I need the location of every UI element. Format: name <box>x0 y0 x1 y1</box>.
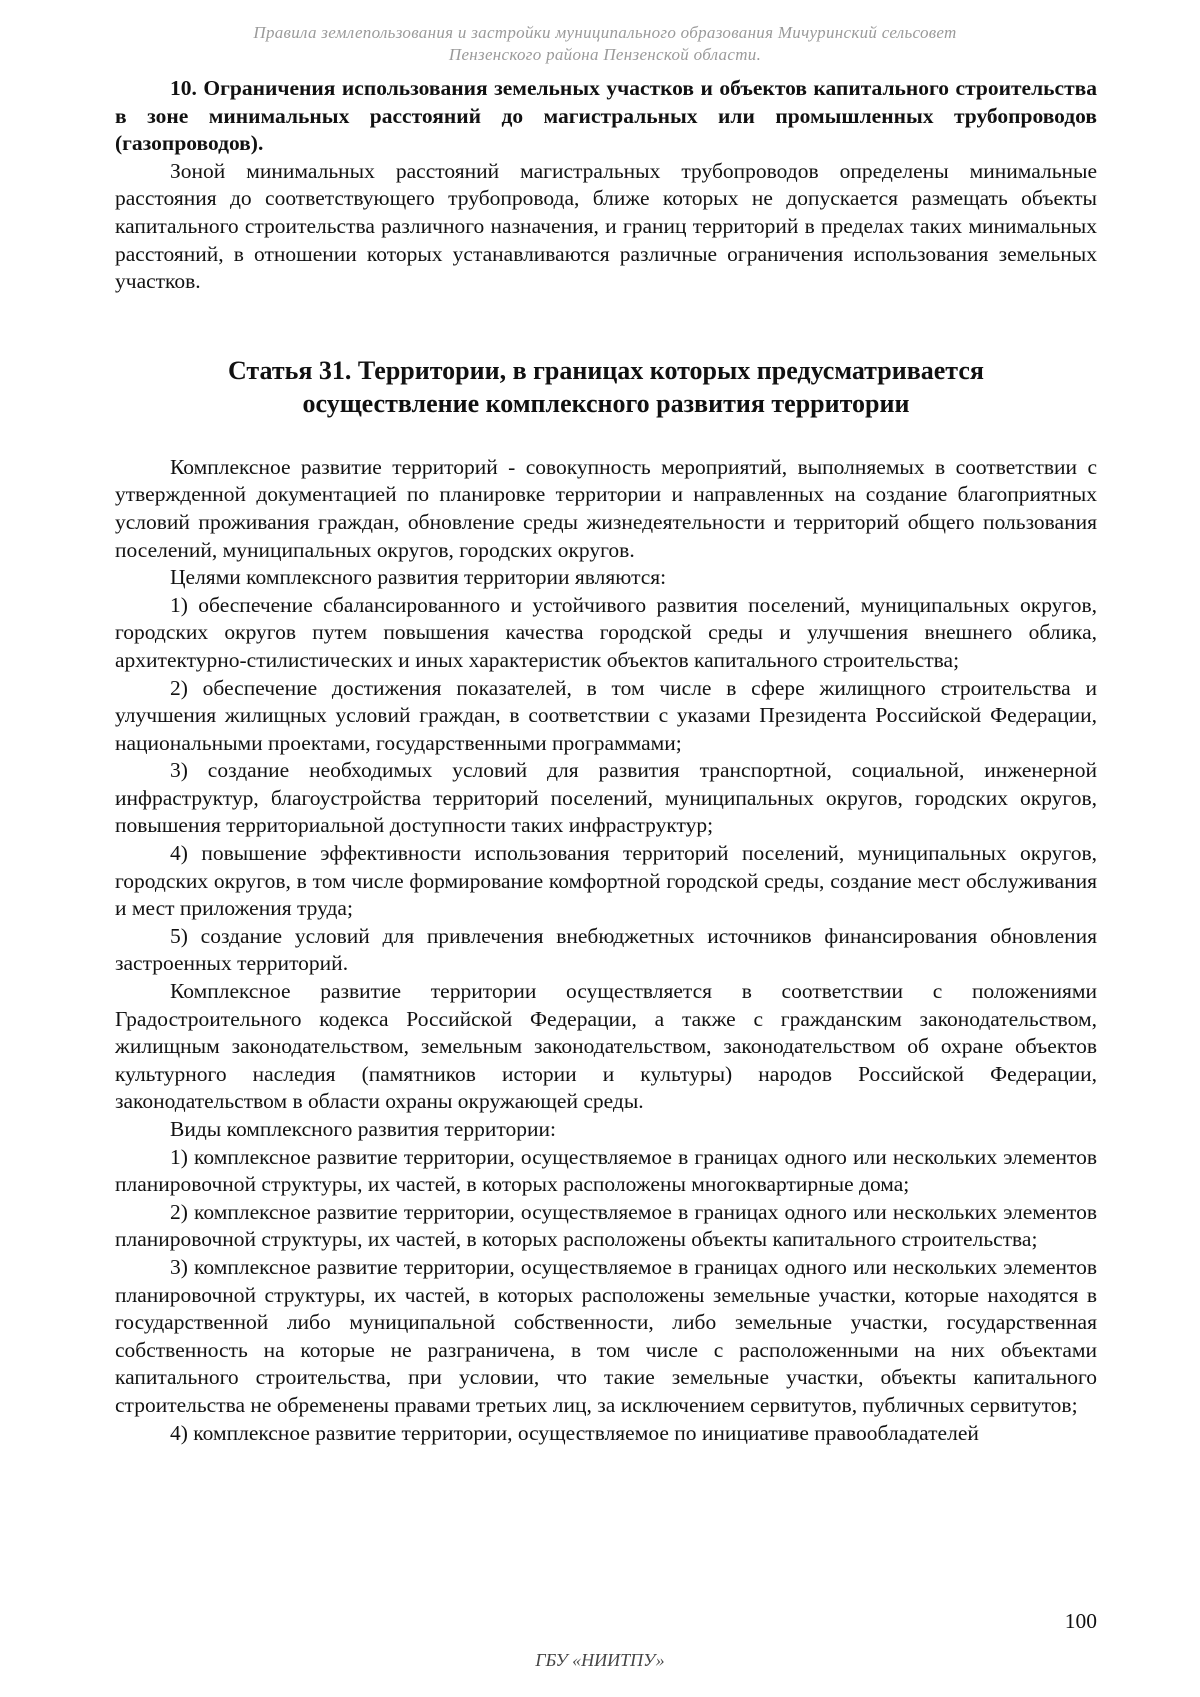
paragraph: Виды комплексного развития территории: <box>170 1117 556 1141</box>
article-31-title-line1: Статья 31. Территории, в границах которых предусматривается <box>227 355 984 385</box>
article-31-body <box>115 454 1097 1447</box>
running-header <box>190 22 1020 66</box>
paragraph: Комплексное развитие территорий - совокупность мероприятий, выполняемых в соответствии с утвержденной документацией по планировке территории и направленных на создание благоприятных условий проживания граждан, обновление среды жизнедеятельности и территорий общего пользования поселений, муниципальных округов, городских округов. <box>115 454 1097 562</box>
section-10-text: Зоной минимальных расстояний магистральных трубопроводов определены минимальные расстояния до соответствующего трубопровода, ближе которых не допускается размещать объекты капитального строительства различного назначения, и границ территорий в пределах таких минимальных расстояний, в отношении которых устанавливаются различные ограничения использования земельных участков. <box>115 158 1097 294</box>
paragraph: Целями комплексного развития территории являются: <box>170 565 667 590</box>
section-10-title: 10. Ограничения использования земельных участков и объектов капитального строительства в зоне минимальных расстояний до магистральных или промышленных трубопроводов (газопроводов). <box>115 76 1097 156</box>
page-number: 100 <box>1064 1609 1097 1633</box>
running-header-line1: Правила землепользования и застройки муниципального образования Мичуринский сельсовет <box>253 23 957 42</box>
list-item: 4) комплексное развитие территории, осуществляемое по инициативе правообладателей <box>170 1420 979 1445</box>
article-31-title <box>115 354 1097 420</box>
list-item: 1) обеспечение сбалансированного и устойчивого развития поселений, муниципальных округов, городских округов путем повышения качества городской среды и улучшения внешнего облика, архитектурно-стилистических и иных характеристик объектов капитального строительства; <box>115 592 1097 672</box>
list-item: 4) повышение эффективности использования территорий поселений, муниципальных округов, городских округов, в том числе формирование комфортной городской среды, создание мест обслуживания и мест приложения труда; <box>115 841 1097 921</box>
list-item: 2) обеспечение достижения показателей, в том числе в сфере жилищного строительства и улучшения жилищных условий граждан, в соответствии с указами Президента Российской Федерации, национальными проектами, государственными программами; <box>115 675 1097 755</box>
list-item: 3) создание необходимых условий для развития транспортной, социальной, инженерной инфраструктур, благоустройства территорий поселений, муниципальных округов, городских округов, повышения территориальной доступности таких инфраструктур; <box>115 758 1097 838</box>
article-31-title-line2: осуществление комплексного развития территории <box>302 388 910 418</box>
list-item: 3) комплексное развитие территории, осуществляемое в границах одного или нескольких элементов планировочной структуры, их частей, в которых расположены земельные участки, которые находятся в государственной либо муниципальной собственности, либо земельные участки, государственная собственность на которые не разграничена, в том числе с расположенными на них объектами капитального строительства, при условии, что такие земельные участки, объекты капитального строительства не обременены правами третьих лиц, за исключением сервитутов, публичных сервитутов; <box>115 1254 1097 1417</box>
paragraph: Комплексное развитие территории осуществляется в соответствии с положениями Градостроительного кодекса Российской Федерации, а также с гражданским законодательством, жилищным законодательством, земельным законодательством, законодательством об охране объектов культурного наследия (памятников истории и культуры) народов Российской Федерации, законодательством в области охраны окружающей среды. <box>115 979 1097 1114</box>
list-item: 2) комплексное развитие территории, осуществляемое в границах одного или нескольких элементов планировочной структуры, их частей, в которых расположены объекты капитального строительства; <box>115 1199 1097 1252</box>
list-item: 5) создание условий для привлечения внебюджетных источников финансирования обновления застроенных территорий. <box>115 923 1097 976</box>
footer-organization: ГБУ «НИИТПУ» <box>535 1650 665 1670</box>
document-body <box>115 75 1097 1447</box>
running-header-line2: Пензенского района Пензенской области. <box>448 45 762 64</box>
list-item: 1) комплексное развитие территории, осуществляемое в границах одного или нескольких элементов планировочной структуры, их частей, в которых расположены многоквартирные дома; <box>115 1144 1097 1197</box>
